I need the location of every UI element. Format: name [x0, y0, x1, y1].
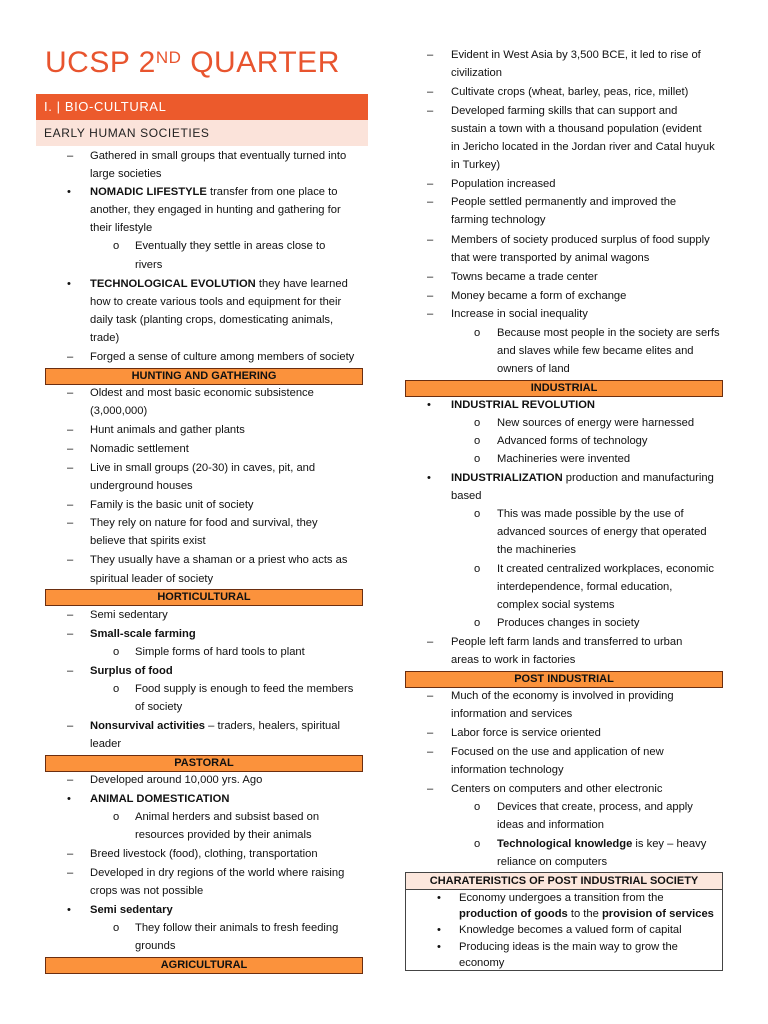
list-item: Economy undergoes a transition from the — [459, 892, 664, 904]
list-item: People left farm lands and transferred to urban — [451, 636, 683, 648]
list-item: Money became a form of exchange — [451, 290, 627, 302]
bullet-marker: • — [427, 472, 431, 484]
characteristics-header: CHARATERISTICS OF POST INDUSTRIAL SOCIETY — [406, 873, 722, 890]
list-item: reliance on computers — [497, 856, 608, 868]
list-item: Cultivate crops (wheat, barley, peas, rice, millet) — [451, 86, 689, 98]
list-item: crops was not possible — [90, 885, 204, 897]
dash-marker: – — [427, 308, 434, 320]
circle-marker: o — [474, 801, 481, 813]
hunting-gathering-header: HUNTING AND GATHERING — [45, 368, 363, 385]
circle-marker: o — [474, 327, 481, 339]
list-item: Forged a sense of culture among members of society — [90, 351, 355, 363]
list-item: Semi sedentary — [90, 609, 168, 621]
list-item: Advanced forms of technology — [497, 435, 648, 447]
section-heading: I. | BIO-CULTURAL — [36, 94, 368, 120]
list-item: Nonsurvival activities – traders, healers, spiritual — [90, 720, 340, 732]
list-item: People settled permanently and improved the — [451, 196, 677, 208]
dash-marker: – — [427, 783, 434, 795]
circle-marker: o — [474, 508, 481, 520]
subsection-heading: EARLY HUMAN SOCIETIES — [36, 120, 368, 146]
list-item: Animal herders and subsist based on — [135, 811, 320, 823]
list-item: Produces changes in society — [497, 617, 640, 629]
industrial-header: INDUSTRIAL — [405, 380, 723, 397]
list-item: Developed farming skills that can support and — [451, 105, 678, 117]
list-item: Food supply is enough to feed the members — [135, 683, 354, 695]
list-item: They follow their animals to fresh feeding — [135, 922, 339, 934]
list-item: (3,000,000) — [90, 405, 148, 417]
list-item: believe that spirits exist — [90, 535, 206, 547]
list-item: Semi sedentary — [90, 904, 173, 916]
list-item: ANIMAL DOMESTICATION — [90, 793, 230, 805]
list-item: civilization — [451, 67, 502, 79]
dash-marker: – — [427, 690, 434, 702]
dash-marker: – — [427, 234, 434, 246]
dash-marker: – — [67, 351, 74, 363]
list-item: that were transported by animal wagons — [451, 252, 650, 264]
list-item: another, they engaged in hunting and gathering for — [90, 204, 341, 216]
circle-marker: o — [113, 922, 120, 934]
list-item: of society — [135, 701, 183, 713]
dash-marker: – — [67, 150, 74, 162]
list-item: NOMADIC LIFESTYLE transfer from one place to — [90, 186, 338, 198]
list-item: They usually have a shaman or a priest who acts as — [90, 554, 348, 566]
list-item: the machineries — [497, 544, 576, 556]
list-item: Oldest and most basic economic subsistence — [90, 387, 314, 399]
list-item: Hunt animals and gather plants — [90, 424, 245, 436]
dash-marker: – — [67, 554, 74, 566]
list-item: Gathered in small groups that eventually turned into — [90, 150, 347, 162]
list-item: sustain a town with a thousand population (evident — [451, 123, 702, 135]
bullet-marker: • — [67, 186, 71, 198]
list-item: underground houses — [90, 480, 193, 492]
list-item: complex social systems — [497, 599, 615, 611]
dash-marker: – — [67, 462, 74, 474]
list-item: Eventually they settle in areas close to — [135, 240, 326, 252]
circle-marker: o — [113, 811, 120, 823]
list-item: INDUSTRIAL REVOLUTION — [451, 399, 595, 411]
circle-marker: o — [474, 617, 481, 629]
list-item: rivers — [135, 259, 163, 271]
list-item: leader — [90, 738, 122, 750]
list-item: advanced sources of energy that operated — [497, 526, 707, 538]
dash-marker: – — [67, 517, 74, 529]
list-item: Population increased — [451, 178, 556, 190]
dash-marker: – — [427, 178, 434, 190]
list-item: ideas and information — [497, 819, 604, 831]
bullet-marker: • — [427, 399, 431, 411]
list-item: Family is the basic unit of society — [90, 499, 254, 511]
list-item: Towns became a trade center — [451, 271, 598, 283]
dash-marker: – — [427, 49, 434, 61]
dash-marker: – — [427, 271, 434, 283]
list-item: daily task (planting crops, domesticating animals, — [90, 314, 334, 326]
dash-marker: – — [67, 848, 74, 860]
list-item: Developed in dry regions of the world where raising — [90, 867, 345, 879]
list-item: based — [451, 490, 482, 502]
pastoral-header: PASTORAL — [45, 755, 363, 772]
dash-marker: – — [67, 609, 74, 621]
list-item: information technology — [451, 764, 564, 776]
dash-marker: – — [427, 196, 434, 208]
list-item: Breed livestock (food), clothing, transportation — [90, 848, 318, 860]
dash-marker: – — [67, 387, 74, 399]
list-item: production of goods to the provision of services — [459, 908, 714, 920]
dash-marker: – — [67, 499, 74, 511]
list-item: Knowledge becomes a valued form of capital — [459, 924, 682, 936]
dash-marker: – — [67, 867, 74, 879]
list-item: information and services — [451, 708, 573, 720]
list-item: and slaves while few became elites and — [497, 345, 694, 357]
agricultural-header: AGRICULTURAL — [45, 957, 363, 974]
circle-marker: o — [113, 240, 120, 252]
list-item: This was made possible by the use of — [497, 508, 684, 520]
dash-marker: – — [427, 727, 434, 739]
dash-marker: – — [427, 105, 434, 117]
list-item: Because most people in the society are serfs — [497, 327, 720, 339]
list-item: grounds — [135, 940, 176, 952]
list-item: They rely on nature for food and survival, they — [90, 517, 318, 529]
dash-marker: – — [427, 746, 434, 758]
bullet-marker: • — [67, 278, 71, 290]
list-item: Nomadic settlement — [90, 443, 189, 455]
bullet-marker: • — [67, 793, 71, 805]
list-item: Labor force is service oriented — [451, 727, 601, 739]
list-item: trade) — [90, 332, 120, 344]
post-industrial-header: POST INDUSTRIAL — [405, 671, 723, 688]
circle-marker: o — [474, 563, 481, 575]
dash-marker: – — [67, 443, 74, 455]
dash-marker: – — [67, 665, 74, 677]
page-title: UCSP 2ND QUARTER — [45, 46, 340, 79]
list-item: Live in small groups (20-30) in caves, pit, and — [90, 462, 316, 474]
list-item: New sources of energy were harnessed — [497, 417, 695, 429]
dash-marker: – — [67, 720, 74, 732]
list-item: farming technology — [451, 214, 546, 226]
dash-marker: – — [427, 290, 434, 302]
list-item: interdependence, formal education, — [497, 581, 673, 593]
list-item: Machineries were invented — [497, 453, 631, 465]
list-item: how to create various tools and equipment for their — [90, 296, 342, 308]
list-item: their lifestyle — [90, 222, 153, 234]
list-item: in Turkey) — [451, 159, 501, 171]
circle-marker: o — [474, 417, 481, 429]
list-item: areas to work in factories — [451, 654, 576, 666]
list-item: Producing ideas is the main way to grow the — [459, 941, 678, 953]
list-item: It created centralized workplaces, economic — [497, 563, 715, 575]
bullet-marker: • — [437, 892, 441, 904]
list-item: Centers on computers and other electronic — [451, 783, 663, 795]
circle-marker: o — [474, 453, 481, 465]
dash-marker: – — [67, 774, 74, 786]
dash-marker: – — [427, 636, 434, 648]
dash-marker: – — [67, 628, 74, 640]
list-item: economy — [459, 957, 505, 969]
bullet-marker: • — [437, 924, 441, 936]
list-item: Small-scale farming — [90, 628, 196, 640]
dash-marker: – — [427, 86, 434, 98]
list-item: Evident in West Asia by 3,500 BCE, it led to rise of — [451, 49, 701, 61]
list-item: Members of society produced surplus of food supply — [451, 234, 710, 246]
dash-marker: – — [67, 424, 74, 436]
horticultural-header: HORTICULTURAL — [45, 589, 363, 606]
list-item: Much of the economy is involved in providing — [451, 690, 674, 702]
list-item: in Jericho located in the Jordan river and Catal huyuk — [451, 141, 715, 153]
list-item: resources provided by their animals — [135, 829, 312, 841]
bullet-marker: • — [437, 941, 441, 953]
list-item: Increase in social inequality — [451, 308, 588, 320]
list-item: Devices that create, process, and apply — [497, 801, 693, 813]
list-item: TECHNOLOGICAL EVOLUTION they have learned — [90, 278, 348, 290]
list-item: Surplus of food — [90, 665, 173, 677]
circle-marker: o — [113, 646, 120, 658]
list-item: INDUSTRIALIZATION production and manufacturing — [451, 472, 714, 484]
circle-marker: o — [474, 435, 481, 447]
list-item: Focused on the use and application of new — [451, 746, 664, 758]
list-item: Simple forms of hard tools to plant — [135, 646, 305, 658]
list-item: Developed around 10,000 yrs. Ago — [90, 774, 263, 786]
circle-marker: o — [113, 683, 120, 695]
list-item: Technological knowledge is key – heavy — [497, 838, 707, 850]
list-item: owners of land — [497, 363, 570, 375]
list-item: spiritual leader of society — [90, 573, 214, 585]
bullet-marker: • — [67, 904, 71, 916]
circle-marker: o — [474, 838, 481, 850]
list-item: large societies — [90, 168, 162, 180]
